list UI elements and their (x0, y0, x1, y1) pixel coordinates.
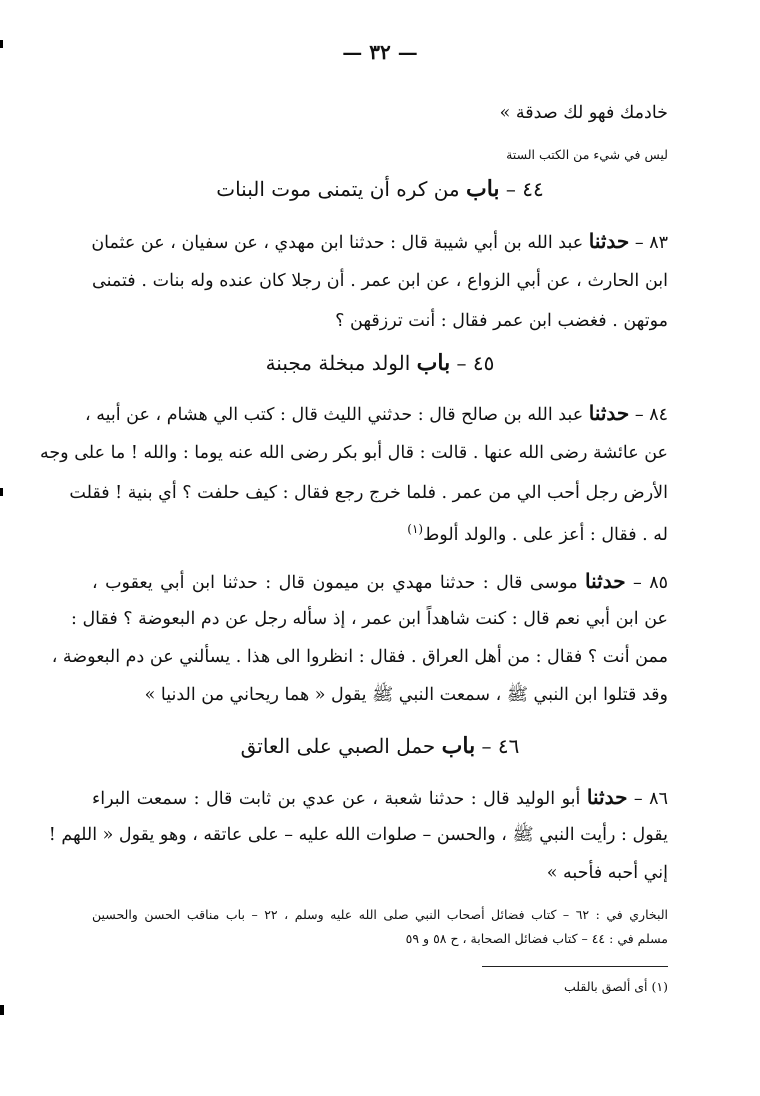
hadith-83-line-1 (92, 228, 668, 256)
chapter-number: ٤٤ – (499, 177, 544, 201)
footnote-text: (١) أى ألصق بالقلب (563, 979, 668, 994)
hadith-number: ٨٣ – (629, 233, 668, 253)
hadith-number: ٨٥ – (625, 573, 668, 593)
chapter-heading-44 (0, 176, 760, 202)
footnote-divider (482, 966, 668, 967)
hadith-85-line-1 (92, 568, 668, 596)
text-span: عبد الله بن صالح قال : حدثني الليث قال : كتب الي هشام ، عن أبيه ، (85, 405, 589, 425)
text-span: موسى قال : حدثنا مهدي بن ميمون قال : حدثنا ابن أبي يعقوب ، (92, 573, 586, 593)
hadith-84-line-2: عن عائشة رضى الله عنها . قالت : قال أبو بكر رضى الله عنه يوما : والله ! ما على وجه (39, 443, 668, 463)
chapter-title: من كره أن يتمنى موت البنات (216, 177, 466, 201)
scan-edge-mark (0, 488, 3, 496)
hadith-83-line-2: ابن الحارث ، عن أبي الزواع ، عن ابن عمر . أن رجلا كان عنده وله بنات . فتمنى (92, 271, 668, 291)
hadith-number: ٨٦ – (627, 789, 668, 809)
hadith-85-line-3: ممن أنت ؟ فقال : من أهل العراق . فقال : انظروا الى هذا . يسألني عن دم البعوضة ، (51, 647, 668, 667)
hadith-84-line-4 (407, 516, 668, 548)
hadith-84-line-3: الأرض رجل أحب الي من عمر . فلما خرج رجع فقال : كيف حلفت ؟ أي بنية ! فقلت (69, 483, 668, 503)
reference-bukhari: البخاري في : ٦٢ – كتاب فضائل أصحاب النبي صلى الله عليه وسلم ، ٢٢ – باب مناقب الحسن والحسين (92, 907, 669, 922)
hadith-84-line-1 (85, 400, 668, 428)
haddathana-word: حدثنا (586, 785, 628, 809)
text-span: له . فقال : أعز على . والولد ألوط (423, 524, 668, 545)
hadith-85-line-2: عن ابن أبي نعم قال : كنت شاهداً ابن عمر ، إذ سأله رجل عن دم البعوضة ؟ فقال : (70, 609, 668, 629)
chapter-heading-45 (0, 350, 760, 376)
chapter-bab: باب (416, 350, 451, 376)
hadith-85-line-4: وقد قتلوا ابن النبي ﷺ ، سمعت النبي ﷺ يقول « هما ريحاني من الدنيا » (144, 685, 668, 705)
reference-muslim: مسلم في : ٤٤ – كتاب فضائل الصحابة ، ح ٥٨ و ٥٩ (405, 931, 668, 946)
chapter-number: ٤٦ – (475, 734, 520, 758)
text-span: أبو الوليد قال : حدثنا شعبة ، عن عدي بن ثابت قال : سمعت البراء (92, 789, 587, 809)
page-number: — ٣٢ — (342, 40, 418, 64)
hadith-86-line-1 (92, 784, 668, 812)
haddathana-word: حدثنا (585, 569, 626, 593)
text-line: خادمك فهو لك صدقة » (499, 103, 668, 123)
chapter-bab: باب (441, 733, 476, 759)
scan-edge-mark (0, 40, 3, 48)
haddathana-word: حدثنا (588, 229, 630, 253)
hadith-86-line-2: يقول : رأيت النبي ﷺ ، والحسن – صلوات الله عليه – على عاتقه ، وهو يقول « اللهم ! (48, 825, 668, 845)
chapter-bab: باب (466, 176, 500, 202)
scan-edge-mark (0, 1005, 4, 1015)
chapter-title: الولد مبخلة مجبنة (265, 351, 417, 375)
chapter-heading-46 (0, 733, 760, 759)
text-span: عبد الله بن أبي شيبة قال : حدثنا ابن مهدي ، عن سفيان ، عن عثمان (91, 233, 589, 253)
source-note: ليس في شيء من الكتب الستة (506, 147, 668, 162)
footnote-ref: (١) (407, 522, 424, 536)
hadith-number: ٨٤ – (629, 405, 668, 425)
hadith-86-line-3: إني أحبه فأحبه » (546, 863, 668, 883)
chapter-number: ٤٥ – (450, 351, 495, 375)
haddathana-word: حدثنا (588, 401, 630, 425)
hadith-83-line-3: موتهن . فغضب ابن عمر فقال : أنت ترزقهن ؟ (335, 311, 668, 331)
chapter-title: حمل الصبي على العاتق (240, 734, 442, 758)
